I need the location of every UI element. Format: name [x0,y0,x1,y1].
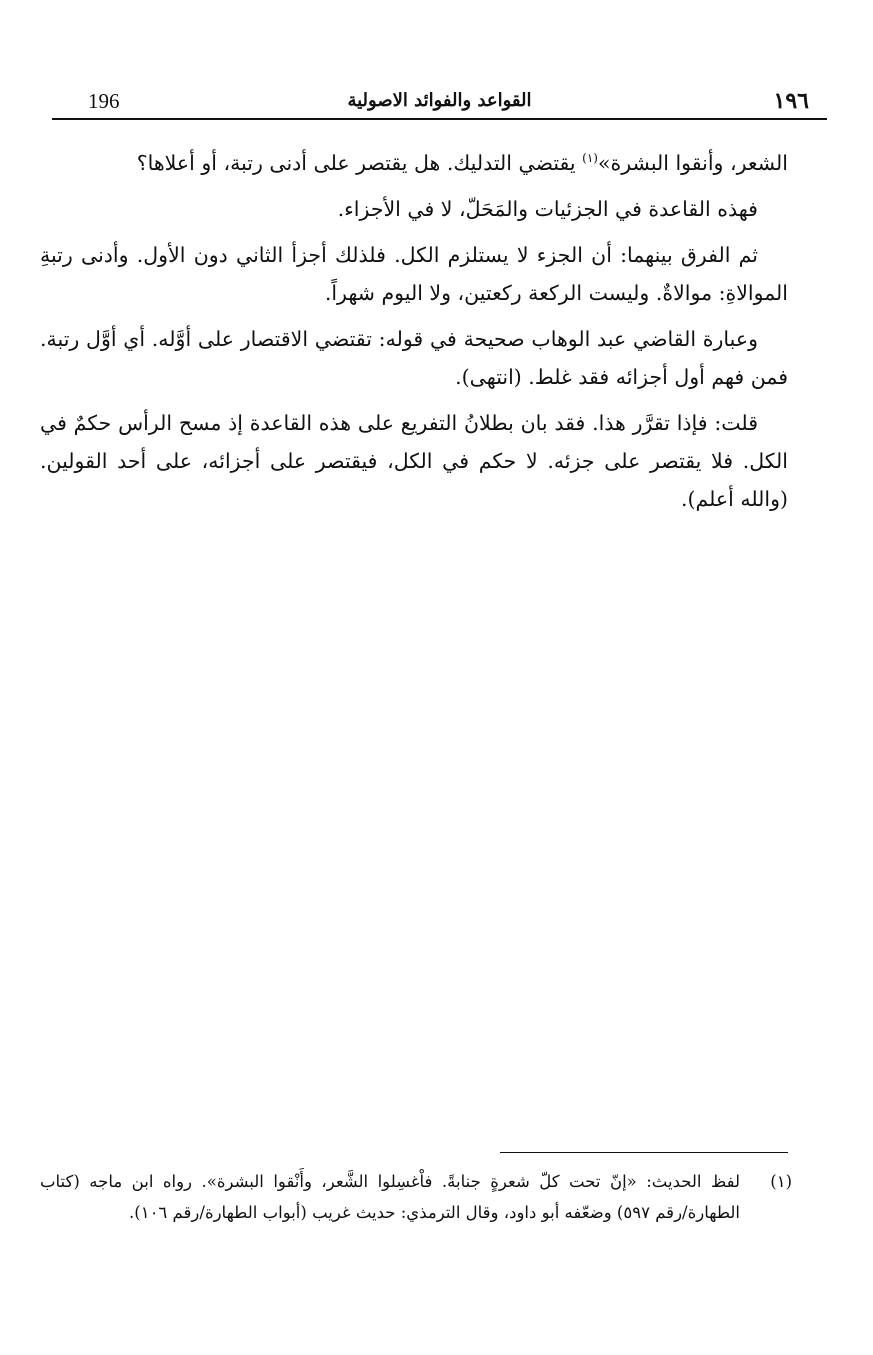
paragraph: قلت: فإذا تقرَّر هذا. فقد بان بطلانُ التفريع على هذه القاعدة إذ مسح الرأس حكمٌ في الكل. فلا يقتصر على جزئه. لا حكم في الكل، فيقتصر على أجزائه، على أحد القولين. (والله أعلم). [40,411,788,511]
footnote-text: لفظ الحديث: «إنّ تحت كلّ شعرةٍ جنابةً. فاْغسِلوا الشَّعر، وأَنْقوا البشرة». رواه ابن ماجه (كتاب الطهارة/رقم ٥٩٧) وضعّفه أبو داود، وقال الترمذي: حديث غريب (أبواب الطهارة/رقم ١٠٦). [40,1172,740,1222]
page-number-latin: 196 [88,89,120,113]
footnote [40,1166,792,1228]
paragraph-text-continued: يقتضي التدليك. هل يقتصر على أدنى رتبة، أو أعلاها؟ [136,151,583,175]
footnote-marker: (١) [770,1172,792,1191]
paragraph-text: الشعر، وأنقوا البشرة» [597,151,788,175]
page-number-arabic: ١٩٦ [773,88,809,114]
footnote-reference: (١) [582,151,598,166]
paragraph: وعبارة القاضي عبد الوهاب صحيحة في قوله: تقتضي الاقتصار على أوَّله. أي أوَّل رتبة. فمن فهم أول أجزائه فقد غلط. (انتهى). [40,327,788,389]
running-title: القواعد والفوائد الاصولية [347,90,532,111]
paragraph: فهذه القاعدة في الجزئيات والمَحَلّ، لا في الأجزاء. [337,197,758,221]
paragraph [40,144,788,182]
footnote-divider [500,1152,788,1153]
paragraph: ثم الفرق بينهما: أن الجزء لا يستلزم الكل. فلذلك أجزأ الثاني دون الأول. وأدنى رتبةِ الموالاةِ: موالاةٌ. وليست الركعة ركعتين، ولا اليوم شهراً. [40,243,788,305]
main-text [40,144,788,526]
page-header [52,84,827,120]
